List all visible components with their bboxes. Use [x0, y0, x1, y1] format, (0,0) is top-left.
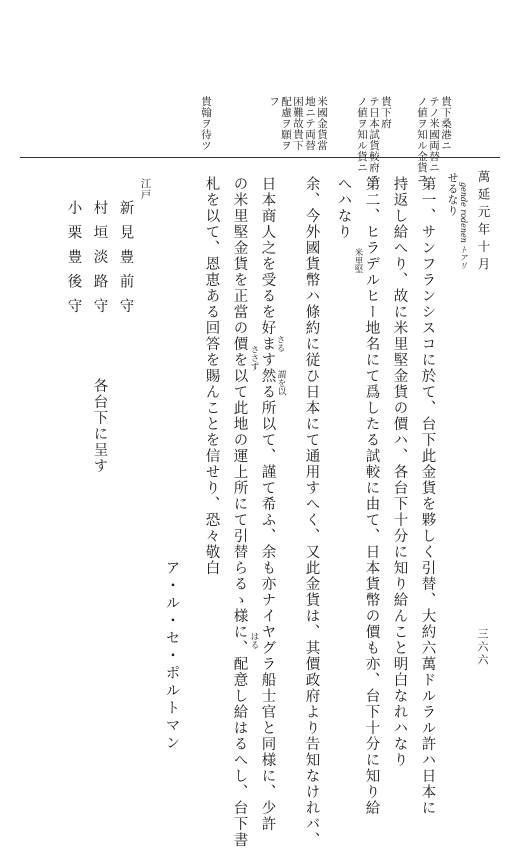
addressee-name: 新見豊前守	[117, 200, 134, 323]
addressee-name: 村垣淡路守	[91, 200, 108, 323]
header-note-line: 貴下府	[380, 96, 393, 129]
body-line: 日本商人之を受るを好ます然る所以て、謹て希ふ、余も亦ナイヤグラ船士官と同様に、少許	[259, 176, 276, 832]
signature: ア・ル・セ・ポルトマン	[163, 560, 180, 753]
ruby-note: はる	[249, 632, 259, 649]
header-note-line: テ日本試貨較府ニ	[368, 96, 381, 184]
body-line: の米里堅金貨を正當の價を以て此地の運上所にて引替らるゝ様に、配意し給はるへし、台下書	[231, 176, 248, 848]
header-note-line: 配慮ヲ願ヲ	[280, 96, 293, 151]
body-line: 第一、サンフランシスコに於て、台下此金貨を夥しく引替、大約六萬ドルラル許ハ日本に	[419, 176, 436, 816]
ruby-note: ささず	[249, 345, 259, 371]
header-note-line: 地ニテ両替	[304, 96, 317, 151]
ruby-note: 米里堅	[353, 248, 363, 274]
date-line: 萬延元年十月	[476, 170, 491, 275]
header-note-line: フ	[268, 96, 281, 107]
page-number: 三六六	[476, 628, 489, 667]
body-line: 第二、ヒラデルヒー地名にて爲したる試較に由て、日本貨幣の價も亦、台下十分に知り給	[363, 176, 380, 816]
header-note-line: 米國金貨當	[316, 96, 329, 151]
addressee-note: 各台下に呈す	[91, 378, 108, 474]
date-gloss: gende rodenen トアリ	[459, 182, 468, 270]
header-note-line: ノ値ヲ知ル金貨ニ	[416, 96, 429, 184]
header-note-line: 困難故貴下	[292, 96, 305, 151]
header-divider	[20, 157, 500, 158]
body-line: 札を以て、恩恵ある回答を賜んことを信せり、恐々敬白	[203, 176, 220, 576]
header-note-line: 貴翰ヲ待ツ	[200, 96, 213, 151]
header-note-line: テノ米國両替ニ	[428, 96, 441, 173]
header-note-line: ノ値ヲ知ル貨ニ	[356, 96, 369, 173]
body-line: 持返し給へり、故に米里堅金貨の價ハ、各台下十分に知り給んこと明白なれハなり	[391, 176, 408, 768]
addressee-name: 小栗豊後守	[65, 200, 82, 323]
ruby-note: さる	[275, 335, 285, 352]
addressee-place: 江戸	[139, 178, 152, 200]
date-gloss-2: せるなり	[446, 172, 459, 216]
body-line: へハなり	[335, 176, 352, 240]
ruby-note: 謂を以	[276, 370, 286, 396]
header-note-line: 貴下桑港ニ	[440, 96, 453, 151]
body-line: 余、今外國貨幣ハ條約に従ひ日本にて通用すへく、又此金貨は、其價政府より告知なけれバ、	[303, 176, 320, 848]
